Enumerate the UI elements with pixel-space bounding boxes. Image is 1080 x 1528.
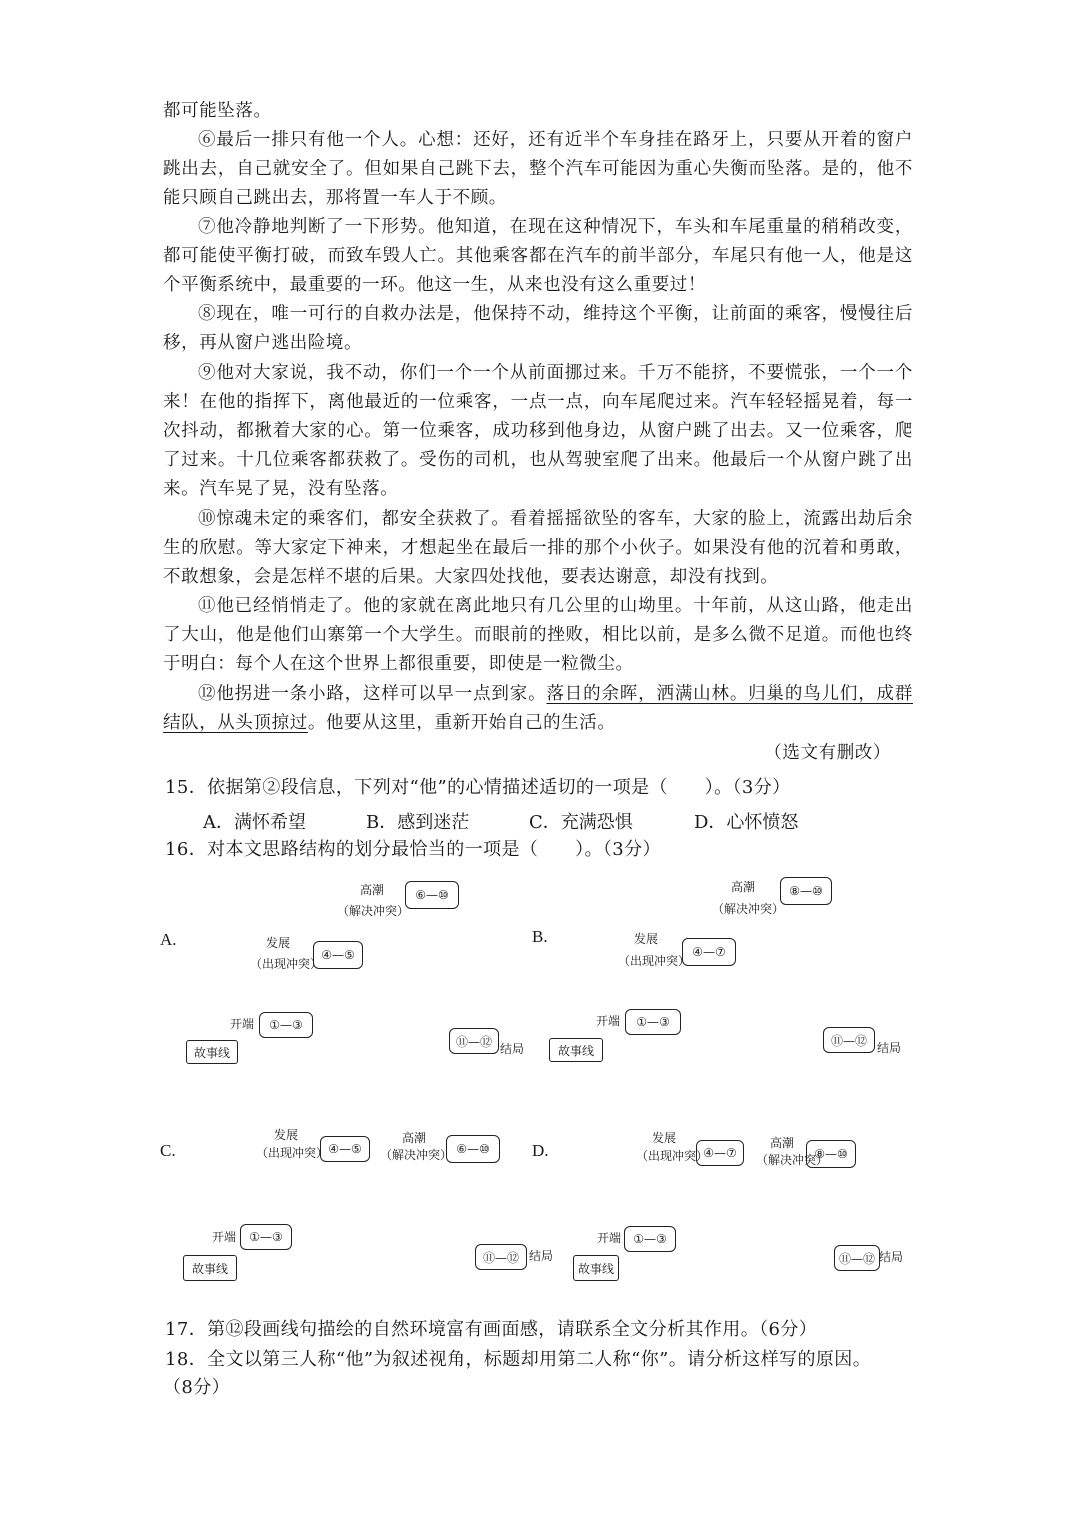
paragraph-12-text-b: 。他要从这里，重新开始自己的生活。	[307, 713, 616, 733]
d-jieju-label: 结局	[879, 1250, 904, 1264]
b-gaochao-box: ⑧—⑩	[780, 877, 832, 905]
q15-option-d[interactable]: D．心怀愤怒	[694, 812, 799, 833]
a-jieju-box: ⑪—⑫	[449, 1028, 499, 1054]
b-kaiduan-box: ①—③	[625, 1009, 681, 1035]
b-gaochao-label: 高潮	[731, 880, 756, 894]
q16-option-b-label[interactable]: B.	[532, 927, 548, 946]
question-15-stem: 15．依据第②段信息，下列对“他”的心情描述适切的一项是（ ）。（3分）	[165, 777, 791, 798]
b-jiejue-label: （解决冲突）	[712, 902, 785, 916]
paragraph-9: ⑨他对大家说，我不动，你们一个一个从前面挪过来。千万不能挤，不要慌张，一个一个来！在他的指挥下，离他最近的一位乘客，一点一点，向车尾爬过来。汽车轻轻摇晃着，每一次抖动，都揪着大家的心。第一位乘客，成功移到他身边，从窗户跳了出去。又一位乘客，爬了过来。十几位乘客都获救了。受伤的司机，也从驾驶室爬了出来。他最后一个从窗户跳了出来。汽车晃了晃，没有坠落。	[163, 363, 913, 499]
b-jieju-box: ⑪—⑫	[823, 1027, 875, 1053]
c-jieju-label: 结局	[529, 1249, 554, 1263]
source-note: （选文有删改）	[764, 743, 891, 763]
q16-option-a-label[interactable]: A.	[160, 930, 177, 949]
d-chuxian-label: （出现冲突）	[636, 1149, 709, 1163]
a-fazhan-box: ④—⑤	[313, 941, 363, 969]
d-fazhan-label: 发展	[652, 1131, 677, 1145]
paragraph-10: ⑩惊魂未定的乘客们，都安全获救了。看着摇摇欲坠的客车，大家的脸上，流露出劫后余生的欣慰。等大家定下神来，才想起坐在最后一排的那个小伙子。如果没有他的沉着和勇敢，不敢想象，会是怎样不堪的后果。大家四处找他，要表达谢意，却没有找到。	[163, 509, 913, 587]
d-story-line-box: 故事线	[573, 1255, 619, 1281]
q15-option-c[interactable]: C．充满恐惧	[529, 812, 633, 833]
question-18-stem: 18．全文以第三人称“他”为叙述视角，标题却用第二人称“你”。请分析这样写的原因。	[165, 1349, 872, 1370]
c-fazhan-label: 发展	[274, 1128, 299, 1142]
a-gaochao-box: ⑥—⑩	[405, 881, 459, 909]
c-jiejue-label: （解决冲突）	[380, 1148, 453, 1162]
paragraph-7: ⑦他冷静地判断了一下形势。他知道，在现在这种情况下，车头和车尾重量的稍稍改变，都可能使平衡打破，而致车毁人亡。其他乘客都在汽车的前半部分，车尾只有他一人，他是这个平衡系统中，最重要的一环。他这一生，从来也没有这么重要过！	[163, 217, 913, 295]
c-story-line-box: 故事线	[183, 1255, 237, 1281]
paragraph-11: ⑪他已经悄悄走了。他的家就在离此地只有几公里的山坳里。十年前，从这山路，他走出了大山，他是他们山寨第一个大学生。而眼前的挫败，相比以前，是多么微不足道。而他也终于明白：每个人在这个世界上都很重要，即使是一粒微尘。	[163, 596, 913, 674]
passage-intro: 都可能坠落。	[163, 101, 272, 121]
q16-option-d-label[interactable]: D.	[532, 1141, 549, 1160]
b-fazhan-label: 发展	[634, 932, 659, 946]
b-chuxian-label: （出现冲突）	[618, 954, 691, 968]
c-fazhan-box: ④—⑤	[320, 1136, 370, 1162]
q16-option-c-label[interactable]: C.	[160, 1141, 176, 1160]
a-chuxian-label: （出现冲突）	[250, 957, 323, 971]
question-17-stem: 17．第⑫段画线句描绘的自然环境富有画面感，请联系全文分析其作用。（6分）	[165, 1319, 818, 1340]
b-jieju-label: 结局	[877, 1041, 902, 1055]
b-story-line-box: 故事线	[549, 1038, 603, 1062]
c-kaiduan-box: ①—③	[240, 1224, 292, 1250]
d-kaiduan-box: ①—③	[624, 1226, 676, 1252]
d-jiejue-label: （解决冲突）	[756, 1153, 829, 1167]
a-gaochao-label: 高潮	[360, 883, 385, 897]
d-gaochao-box: ⑧—⑩	[806, 1140, 856, 1168]
a-jieju-label: 结局	[500, 1042, 525, 1056]
underlined-sentence: 落日的余晖，洒满山林。归巢的鸟儿们，成群结队，从头顶掠过	[163, 684, 913, 733]
d-jieju-box: ⑪—⑫	[834, 1245, 880, 1271]
question-16-stem: 16．对本文思路结构的划分最恰当的一项是（ ）。（3分）	[165, 839, 661, 860]
q15-option-b[interactable]: B．感到迷茫	[366, 812, 470, 833]
paragraph-12-text-a: ⑫他拐进一条小路，这样可以早一点到家。	[198, 684, 547, 704]
question-18-score: （8分）	[163, 1377, 231, 1398]
paragraph-12	[163, 680, 913, 738]
c-chuxian-label: （出现冲突）	[256, 1146, 329, 1160]
d-fazhan-box: ④—⑦	[696, 1140, 744, 1166]
c-kaiduan-label: 开端	[212, 1230, 237, 1244]
a-story-line-box: 故事线	[186, 1040, 238, 1064]
q15-option-a[interactable]: A．满怀希望	[203, 812, 306, 833]
a-fazhan-label: 发展	[266, 936, 291, 950]
b-fazhan-box: ④—⑦	[682, 938, 736, 966]
a-kaiduan-box: ①—③	[259, 1012, 313, 1038]
d-gaochao-label: 高潮	[770, 1136, 795, 1150]
d-kaiduan-label: 开端	[597, 1231, 622, 1245]
paragraph-6: ⑥最后一排只有他一个人。心想：还好，还有近半个车身挂在路牙上，只要从开着的窗户跳出去，自己就安全了。但如果自己跳下去，整个汽车可能因为重心失衡而坠落。是的，他不能只顾自己跳出去，那将置一车人于不顾。	[163, 130, 913, 208]
paragraph-8: ⑧现在，唯一可行的自救办法是，他保持不动，维持这个平衡，让前面的乘客，慢慢往后移，再从窗户逃出险境。	[163, 304, 913, 353]
b-kaiduan-label: 开端	[596, 1014, 621, 1028]
a-kaiduan-label: 开端	[230, 1017, 255, 1031]
a-jiejue-label: （解决冲突）	[337, 904, 410, 918]
c-gaochao-box: ⑥—⑩	[446, 1135, 500, 1163]
c-jieju-box: ⑪—⑫	[475, 1244, 527, 1270]
c-gaochao-label: 高潮	[402, 1131, 427, 1145]
